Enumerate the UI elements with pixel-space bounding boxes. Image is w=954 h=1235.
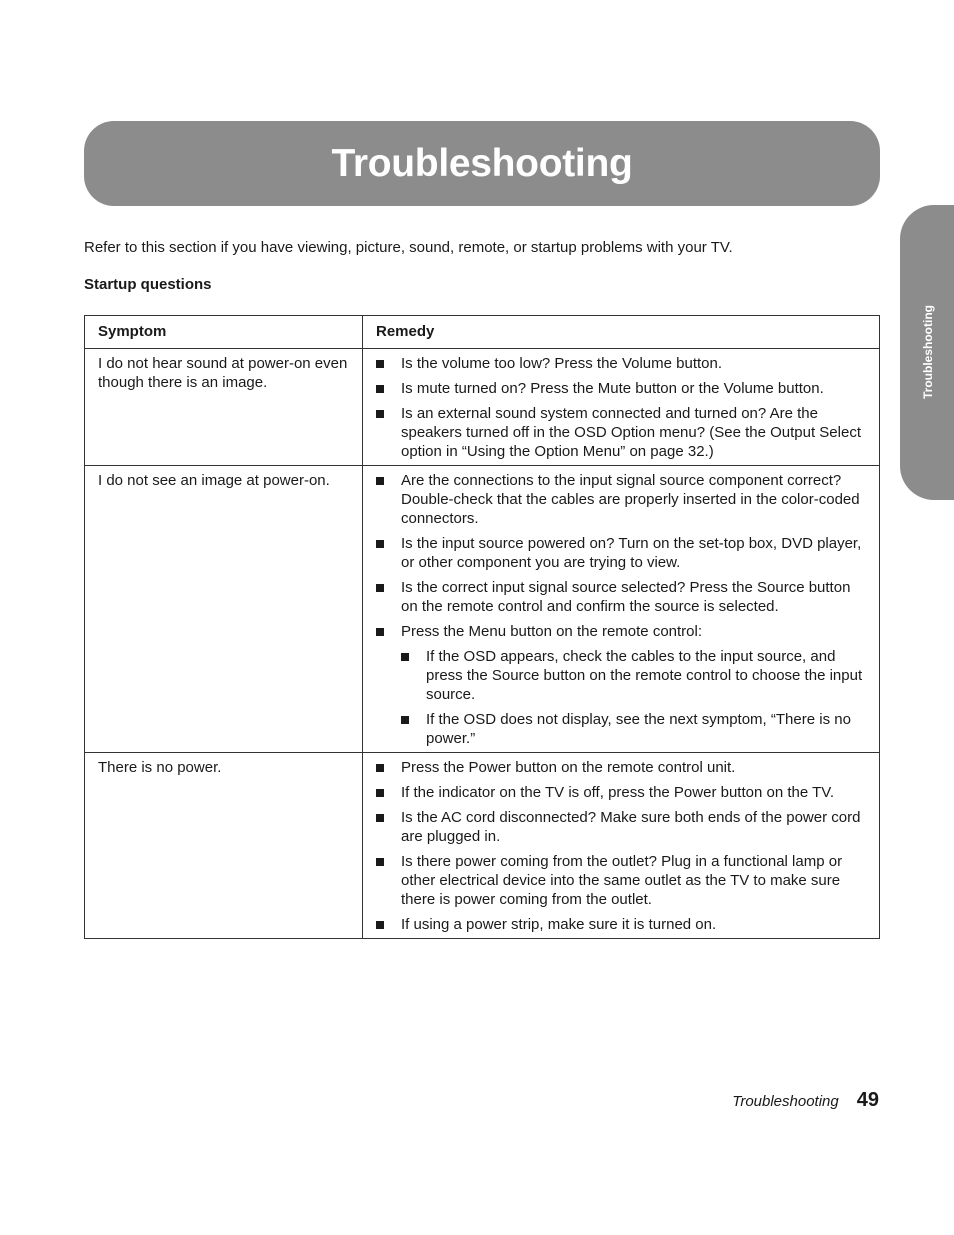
remedy-item [376, 404, 866, 461]
remedy-item [376, 578, 866, 616]
remedy-text: If using a power strip, make sure it is turned on. [401, 916, 717, 933]
square-bullet-icon [376, 764, 384, 772]
remedy-item [376, 783, 866, 802]
sub-remedy-text: If the OSD appears, check the cables to the input source, and press the Source button on the remote control to choose the input source. [426, 648, 863, 703]
remedy-text: Is the correct input signal source selected? Press the Source button on the remote control and confirm the source is selected. [401, 579, 851, 615]
remedy-text: Press the Menu button on the remote control: [401, 623, 703, 640]
remedy-item [376, 808, 866, 846]
remedy-list [376, 354, 866, 461]
remedy-list [376, 758, 866, 934]
troubleshooting-table [84, 315, 880, 939]
table-row [85, 349, 880, 466]
page-footer [732, 1089, 879, 1112]
remedy-text: Is mute turned on? Press the Mute button or the Volume button. [401, 380, 824, 397]
remedy-item [376, 354, 866, 373]
remedy-item [376, 622, 866, 748]
section-heading: Startup questions [84, 276, 212, 293]
remedy-text: Are the connections to the input signal source component correct? Double-check that the cables are properly inserted in the color-coded connectors. [401, 472, 860, 527]
square-bullet-icon [401, 653, 409, 661]
square-bullet-icon [376, 814, 384, 822]
remedy-item [376, 379, 866, 398]
square-bullet-icon [376, 410, 384, 418]
remedy-item [376, 758, 866, 777]
remedy-text: Is the input source powered on? Turn on the set-top box, DVD player, or other component you are trying to view. [401, 535, 862, 571]
symptom-cell: I do not see an image at power-on. [85, 466, 363, 753]
square-bullet-icon [376, 540, 384, 548]
remedy-text: Is the volume too low? Press the Volume button. [401, 355, 723, 372]
sub-remedy-text: If the OSD does not display, see the next symptom, “There is no power.” [426, 711, 851, 747]
symptom-cell: I do not hear sound at power-on even though there is an image. [85, 349, 363, 466]
title-banner [84, 121, 880, 206]
sub-remedy-item [401, 647, 866, 704]
page-number: 49 [856, 1089, 879, 1111]
square-bullet-icon [376, 477, 384, 485]
table-row [85, 466, 880, 753]
footer-section-title: Troubleshooting [732, 1093, 839, 1110]
column-header-symptom: Symptom [85, 316, 363, 349]
square-bullet-icon [401, 716, 409, 724]
side-tab-label: Troubleshooting [921, 305, 935, 399]
remedy-cell [363, 349, 880, 466]
square-bullet-icon [376, 858, 384, 866]
square-bullet-icon [376, 360, 384, 368]
remedy-text: Press the Power button on the remote control unit. [401, 759, 736, 776]
page-title: Troubleshooting [331, 141, 633, 185]
remedy-text: Is the AC cord disconnected? Make sure both ends of the power cord are plugged in. [401, 809, 861, 845]
remedy-text: Is an external sound system connected and turned on? Are the speakers turned off in the OSD Option menu? (See the Output Select option in “Using the Option Menu” on page 32.) [401, 405, 861, 460]
remedy-cell [363, 466, 880, 753]
remedy-list [376, 471, 866, 748]
sub-remedy-list [401, 647, 866, 748]
sub-remedy-item [401, 710, 866, 748]
square-bullet-icon [376, 628, 384, 636]
intro-paragraph: Refer to this section if you have viewing, picture, sound, remote, or startup problems with your TV. [84, 239, 733, 256]
square-bullet-icon [376, 385, 384, 393]
symptom-cell: There is no power. [85, 753, 363, 939]
square-bullet-icon [376, 789, 384, 797]
remedy-item [376, 534, 866, 572]
table-row [85, 753, 880, 939]
square-bullet-icon [376, 584, 384, 592]
remedy-item [376, 852, 866, 909]
remedy-item [376, 915, 866, 934]
table-header-row [85, 316, 880, 349]
column-header-remedy: Remedy [363, 316, 880, 349]
square-bullet-icon [376, 921, 384, 929]
remedy-text: If the indicator on the TV is off, press the Power button on the TV. [401, 784, 835, 801]
remedy-text: Is there power coming from the outlet? Plug in a functional lamp or other electrical device into the same outlet as the TV to make sure there is power coming from the outlet. [401, 853, 843, 908]
remedy-cell [363, 753, 880, 939]
remedy-item [376, 471, 866, 528]
